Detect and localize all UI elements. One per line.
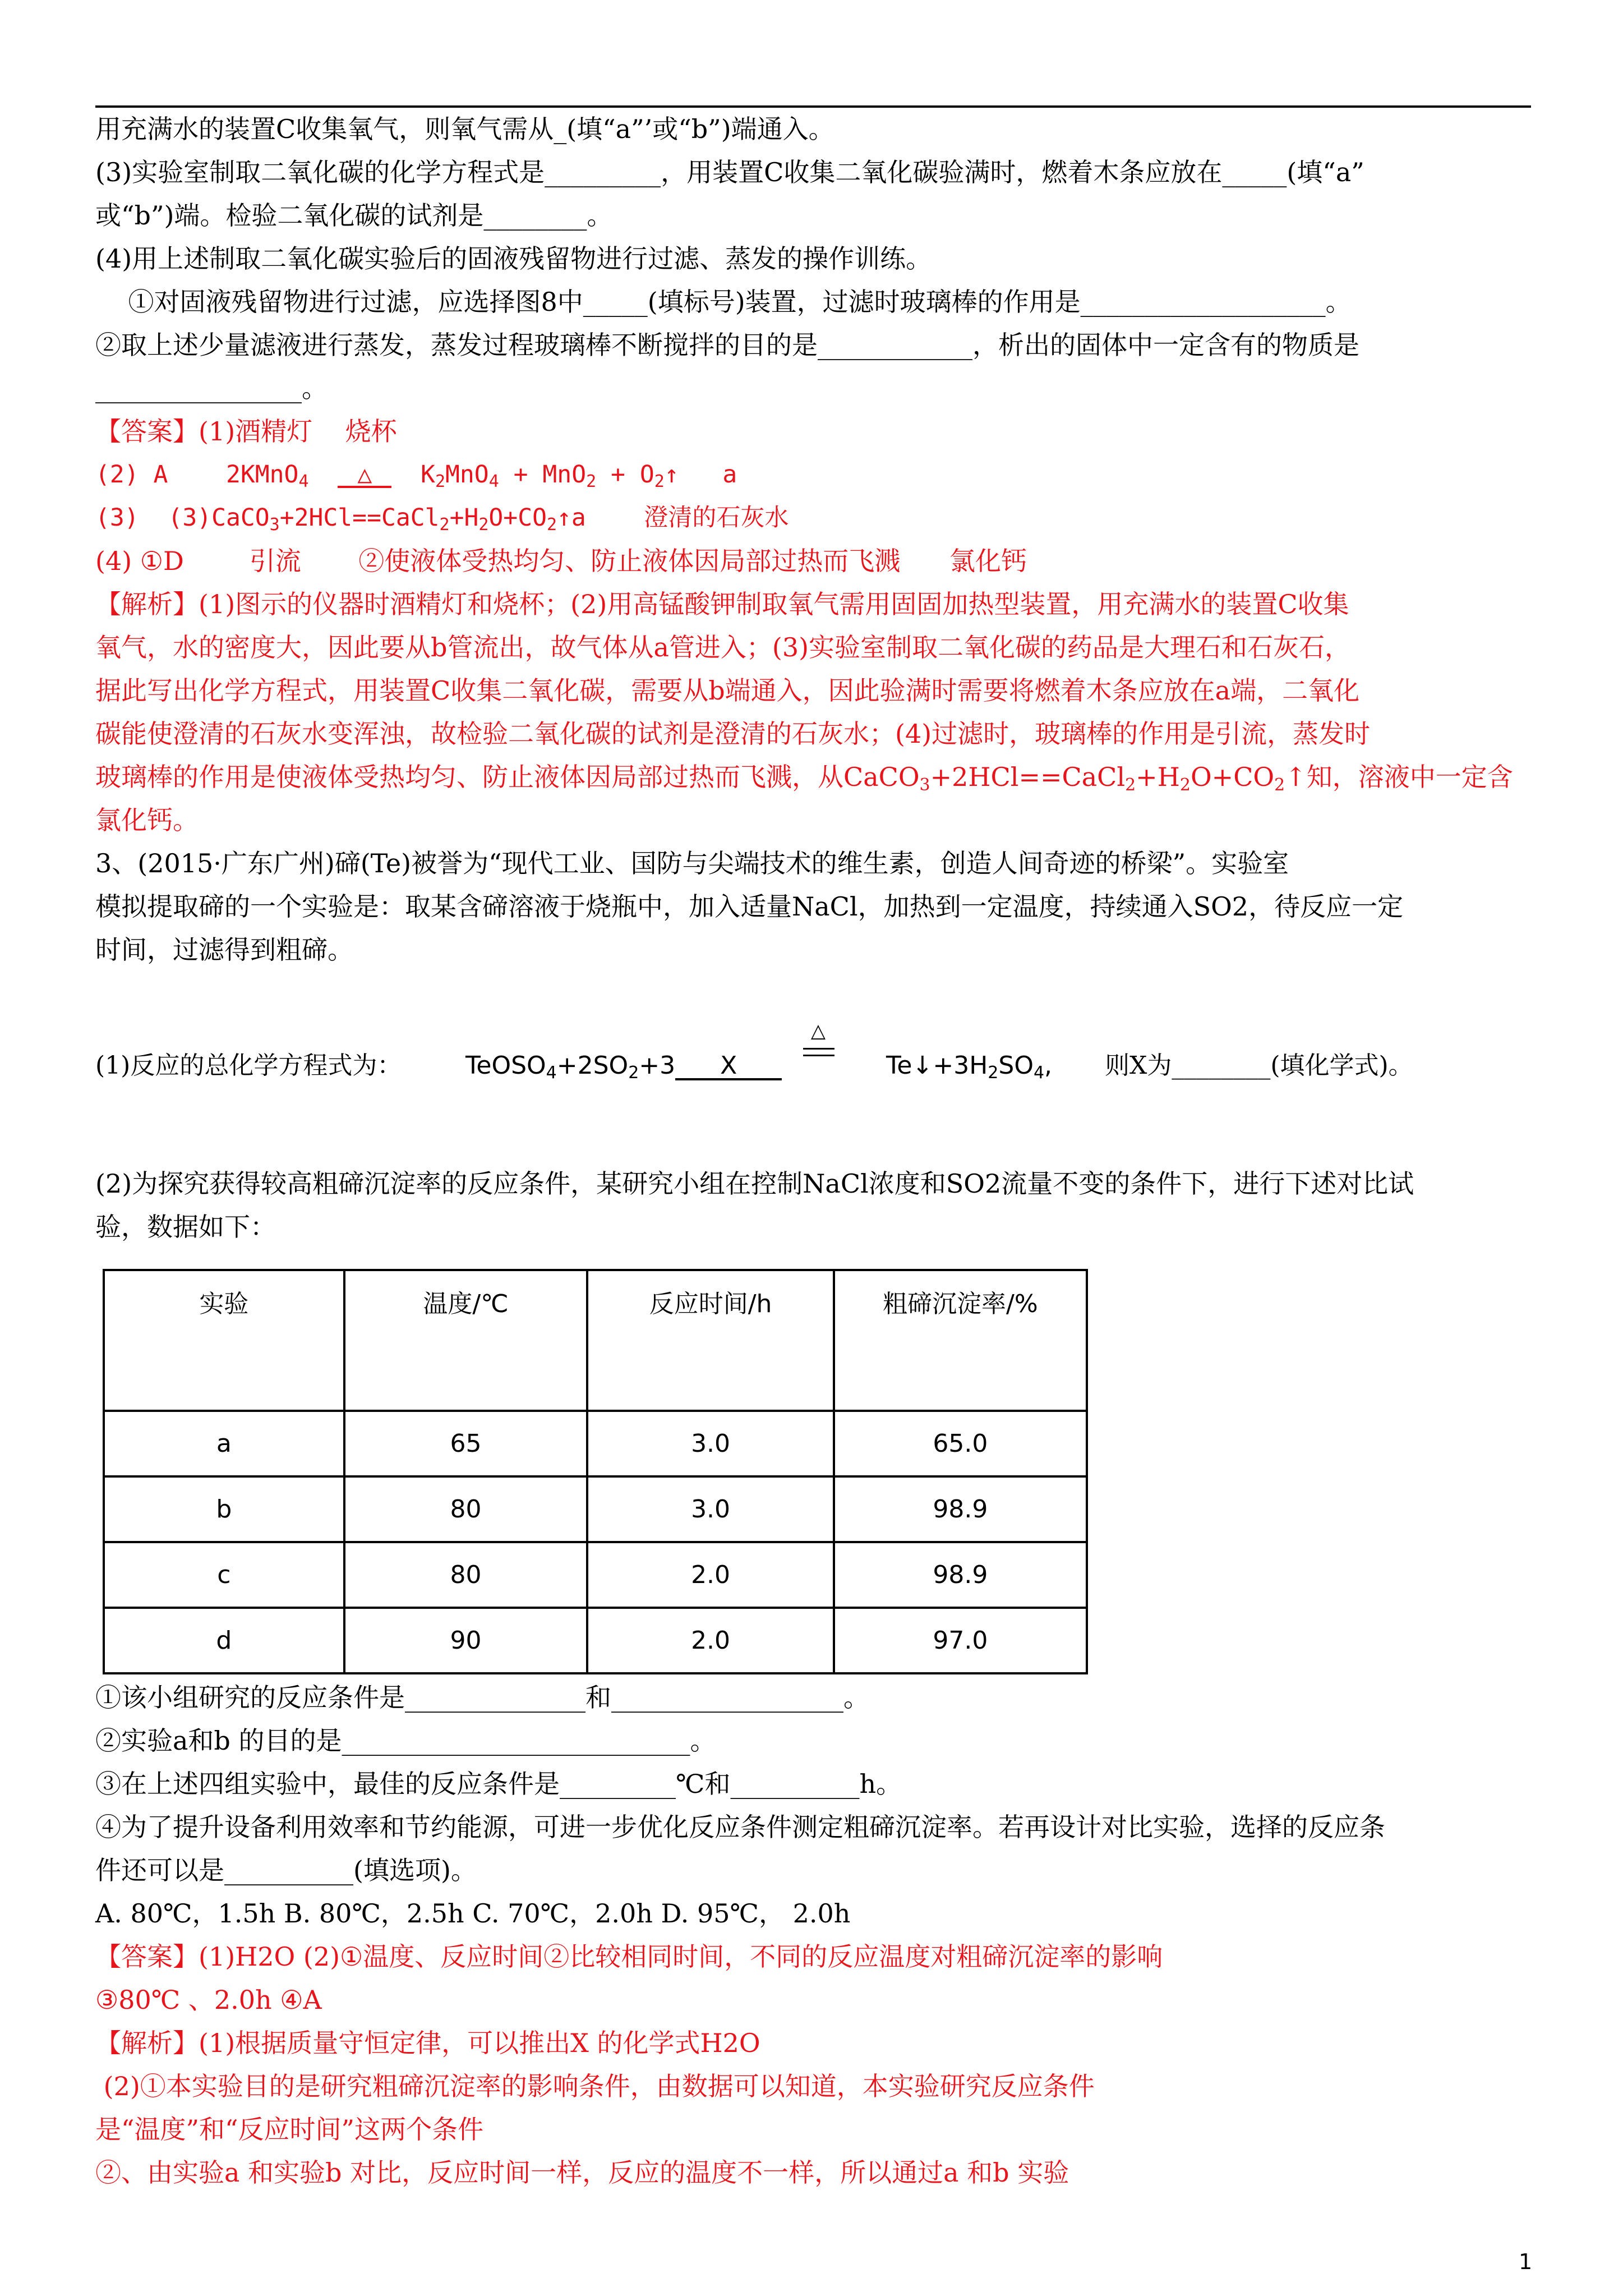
answer-line: 【答案】(1)H2O (2)①温度、反应时间②比较相同时间，不同的反应温度对粗碲沉淀率的影响 (95, 1941, 1163, 1972)
subquestion-line: 件还可以是__________(填选项)。 (95, 1855, 477, 1885)
table-header-cell: 实验 (104, 1270, 344, 1411)
table-cell: 98.9 (834, 1542, 1087, 1608)
table-cell: 2.0 (587, 1542, 833, 1608)
table-header-row (104, 1270, 1087, 1411)
analysis-line: 玻璃棒的作用是使液体受热均匀、防止液体因局部过热而飞溅，从$CaCO_3+2HCl==CaCl_2+H_2O+CO_2↑$知，溶液中一定含 (95, 762, 1513, 795)
equation-right-side: $Te↓+3H_2SO_4$, (886, 1051, 1053, 1083)
table-cell: 97.0 (834, 1608, 1087, 1673)
table-cell: 80 (344, 1476, 588, 1542)
equation-x-blank: X (675, 1053, 782, 1080)
question3-line: 时间，过滤得到粗碲。 (95, 935, 353, 965)
options-line: A. 80℃，1.5h B. 80℃，2.5h C. 70℃，2.0h D. 95℃， 2.0h (95, 1898, 851, 1929)
table-row (104, 1608, 1087, 1673)
question-line: ②取上述少量滤液进行蒸发，蒸发过程玻璃棒不断搅拌的目的是____________，析出的固体中一定含有的物质是 (95, 330, 1359, 360)
table-row (104, 1542, 1087, 1608)
question-line: ________________。 (95, 373, 328, 403)
question-line: (4)用上述制取二氧化碳实验后的固液残留物进行过滤、蒸发的操作训练。 (95, 243, 932, 274)
table-row (104, 1476, 1087, 1542)
answer-line: ③80℃ 、2.0h ④A (95, 1985, 322, 2015)
table-cell: 3.0 (587, 1411, 833, 1476)
question-line: 或“b”)端。检验二氧化碳的试剂是________。 (95, 200, 613, 231)
experiment-table (103, 1269, 1088, 1674)
question-line: 用充满水的装置C收集氧气，则氧气需从_(填“a”’或“b”)端通入。 (95, 114, 834, 144)
table-cell: d (104, 1608, 344, 1673)
table-header-cell: 粗碲沉淀率/% (834, 1270, 1087, 1411)
equation-blank-prompt: 则X为________(填化学式)。 (1105, 1051, 1413, 1080)
table-cell: a (104, 1411, 344, 1476)
answer-line-equation: (2) A 2KMnO$_4$ △ $K_2MnO_4 + MnO_2$ + $O_2↑$ a (95, 461, 737, 491)
analysis-line: (2)①本实验目的是研究粗碲沉淀率的影响条件，由数据可以知道，本实验研究反应条件 (95, 2071, 1095, 2101)
analysis-line: 【解析】(1)根据质量守恒定律，可以推出X 的化学式H2O (95, 2028, 760, 2058)
header-rule (95, 105, 1531, 108)
question-line: ①对固液残留物进行过滤，应选择图8中_____(填标号)装置，过滤时玻璃棒的作用是___________________。 (95, 287, 1352, 317)
table-cell: 80 (344, 1542, 588, 1608)
question3-line: 验，数据如下： (95, 1212, 276, 1242)
analysis-line: 碳能使澄清的石灰水变浑浊，故检验二氧化碳的试剂是澄清的石灰水；(4)过滤时，玻璃棒的作用是引流，蒸发时 (95, 719, 1371, 749)
analysis-line: 氯化钙。 (95, 805, 199, 835)
answer-line-equation: (3) $(3)CaCO_3+2HCl==CaCl_2+H_2O+CO_2↑a$ 澄清的石灰水 (95, 504, 789, 535)
question-line: (3)实验室制取二氧化碳的化学方程式是_________，用装置C收集二氧化碳验满时，燃着木条应放在_____(填“a” (95, 157, 1364, 187)
analysis-line: 据此写出化学方程式，用装置C收集二氧化碳，需要从b端通入，因此验满时需要将燃着木条应放在a端，二氧化 (95, 675, 1360, 706)
analysis-line: 氧气，水的密度大，因此要从b管流出，故气体从a管进入；(3)实验室制取二氧化碳的药品是大理石和石灰石， (95, 632, 1351, 662)
analysis-line: 【解析】(1)图示的仪器时酒精灯和烧杯；(2)用高锰酸钾制取氧气需用固固加热型装置，用充满水的装置C收集 (95, 589, 1349, 619)
question3-line: 模拟提取碲的一个实验是：取某含碲溶液于烧瓶中，加入适量NaCl，加热到一定温度，持续通入SO2，待反应一定 (95, 891, 1404, 922)
subquestion-line: ③在上述四组实验中，最佳的反应条件是_________℃和__________h。 (95, 1769, 902, 1799)
table-cell: 3.0 (587, 1476, 833, 1542)
table-header-cell: 温度/℃ (344, 1270, 588, 1411)
analysis-line: 是“温度”和“反应时间”这两个条件 (95, 2114, 484, 2145)
table-cell: b (104, 1476, 344, 1542)
table-cell: c (104, 1542, 344, 1608)
table-cell: 2.0 (587, 1608, 833, 1673)
answer-line: 【答案】(1)酒精灯 烧杯 (95, 416, 397, 447)
question3-line: (2)为探究获得较高粗碲沉淀率的反应条件，某研究小组在控制NaCl浓度和SO2流量不变的条件下，进行下述对比试 (95, 1168, 1414, 1199)
table-cell: 90 (344, 1608, 588, 1673)
equals-bar-bottom (803, 1055, 834, 1056)
equals-bar-top (803, 1048, 834, 1050)
table-cell: 65 (344, 1411, 588, 1476)
table-row (104, 1411, 1087, 1476)
subquestion-line: ①该小组研究的反应条件是______________和__________________。 (95, 1682, 869, 1713)
subquestion-line: ④为了提升设备利用效率和节约能源，可进一步优化反应条件测定粗碲沉淀率。若再设计对比实验，选择的反应条 (95, 1812, 1385, 1842)
question3-line: 3、(2015·广东广州)碲(Te)被誉为“现代工业、国防与尖端技术的维生素，创造人间奇迹的桥梁”。实验室 (95, 848, 1289, 878)
table-cell: 65.0 (834, 1411, 1087, 1476)
analysis-line: ②、由实验a 和实验b 对比，反应时间一样，反应的温度不一样，所以通过a 和b 实验 (95, 2157, 1069, 2188)
table-header-cell: 反应时间/h (587, 1270, 833, 1411)
answer-line: (4) ①D 引流 ②使液体受热均匀、防止液体因局部过热而飞溅 氯化钙 (95, 546, 1027, 576)
equation-label: (1)反应的总化学方程式为： (95, 1051, 402, 1080)
equation-left-side: $TeOSO_4+2SO_2+3$ X (465, 1041, 782, 1091)
heating-symbol: △ (810, 1020, 826, 1042)
page-number: 1 (1519, 2249, 1533, 2274)
subquestion-line: ②实验a和b 的目的是___________________________。 (95, 1726, 716, 1756)
table-cell: 98.9 (834, 1476, 1087, 1542)
